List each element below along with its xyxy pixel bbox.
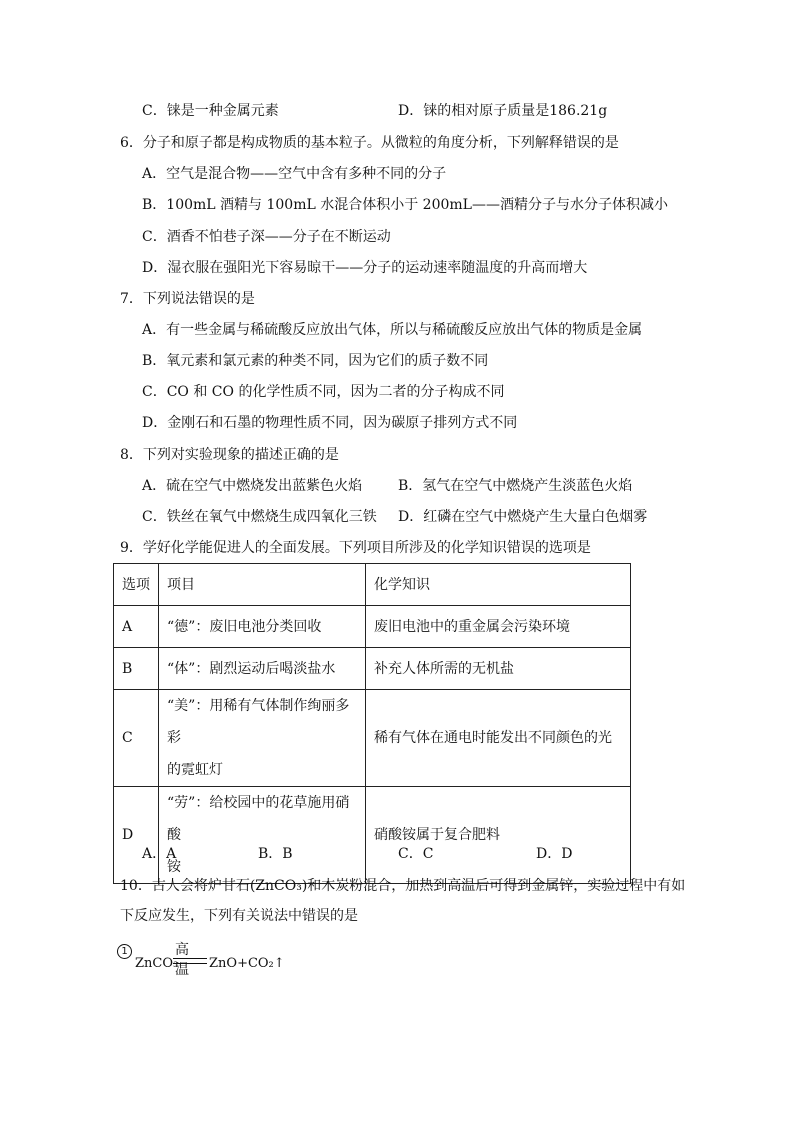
row-knowledge: 废旧电池中的重金属会污染环境: [366, 606, 631, 648]
q6-option-a: A．空气是混合物——空气中含有多种不同的分子: [142, 166, 447, 182]
row-item: “德”：废旧电池分类回收: [159, 606, 366, 648]
q8-option-d: D．红磷在空气中燃烧产生大量白色烟雾: [398, 509, 648, 525]
table-row: [114, 690, 631, 787]
q7-option-b: B．氧元素和氯元素的种类不同，因为它们的质子数不同: [142, 353, 489, 369]
q5-option-d: D．铼的相对原子质量是186.21g: [398, 103, 608, 119]
q6-option-d: D．湿衣服在强阳光下容易晾干——分子的运动速率随温度的升高而增大: [142, 260, 588, 276]
header-item: 项目: [159, 564, 366, 606]
row-item: “体”：剧烈运动后喝淡盐水: [159, 648, 366, 690]
q7-option-c: C．CO 和 CO 的化学性质不同，因为二者的分子构成不同: [142, 384, 505, 400]
q9-table: [113, 563, 631, 884]
row-item-line-2: 的霓虹灯: [167, 762, 223, 778]
q9-answer-b: B．B: [258, 846, 293, 862]
q7-option-d: D．金刚石和石墨的物理性质不同，因为碳原子排列方式不同: [142, 415, 518, 431]
q7-option-a: A．有一些金属与稀硫酸反应放出气体，所以与稀硫酸反应放出气体的物质是金属: [142, 322, 643, 338]
equation-equals-sign: [173, 958, 207, 964]
row-item-line-1: “劳”：给校园中的花草施用硝酸: [167, 795, 350, 843]
q8-option-c: C．铁丝在氧气中燃烧生成四氧化三铁: [142, 509, 377, 525]
q8-option-b: B．氢气在空气中燃烧产生淡蓝色火焰: [398, 478, 633, 494]
q9-answer-a: A．A: [142, 846, 177, 862]
row-knowledge: 稀有气体在通电时能发出不同颜色的光: [366, 690, 631, 787]
q9-answer-c: C．C: [398, 846, 434, 862]
row-option: D: [114, 787, 159, 884]
q6-option-c: C．酒香不怕巷子深——分子在不断运动: [142, 229, 391, 245]
q10-stem-line-2: 下反应发生，下列有关说法中错误的是: [120, 908, 358, 924]
row-item-line-1: “美”：用稀有气体制作绚丽多彩: [167, 698, 350, 746]
q10-stem-line-1: 10．古人会将炉甘石(ZnCO₃)和木炭粉混合，加热到高温后可得到金属锌，实验过程中有如: [120, 878, 686, 894]
circled-number: 1: [117, 944, 132, 959]
q10-equation: [117, 942, 285, 978]
equation-condition: 高温: [175, 942, 189, 978]
row-item-line-2: 铵: [167, 859, 181, 875]
q5-option-c: C．铼是一种金属元素: [142, 103, 279, 119]
row-knowledge: 硝酸铵属于复合肥料: [366, 787, 631, 884]
q9-stem: 9．学好化学能促进人的全面发展。下列项目所涉及的化学知识错误的选项是: [120, 540, 591, 556]
q9-answer-d: D．D: [536, 846, 573, 862]
row-item: [159, 787, 366, 884]
row-option: A: [114, 606, 159, 648]
equation-products: ZnO+CO₂↑: [209, 956, 285, 971]
header-option: 选项: [114, 564, 159, 606]
row-option: B: [114, 648, 159, 690]
q6-option-b: B．100mL 酒精与 100mL 水混合体积小于 200mL——酒精分子与水分子体积减小: [142, 197, 668, 213]
q8-option-a: A．硫在空气中燃烧发出蓝紫色火焰: [142, 478, 363, 494]
q6-stem: 6．分子和原子都是构成物质的基本粒子。从微粒的角度分析，下列解释错误的是: [120, 135, 619, 151]
header-knowledge: 化学知识: [366, 564, 631, 606]
row-knowledge: 补充人体所需的无机盐: [366, 648, 631, 690]
table-header-row: [114, 564, 631, 606]
table-row: [114, 648, 631, 690]
q8-stem: 8．下列对实验现象的描述正确的是: [120, 447, 339, 463]
row-option: C: [114, 690, 159, 787]
table-row: [114, 606, 631, 648]
row-item: [159, 690, 366, 787]
table-row: [114, 787, 631, 884]
q7-stem: 7．下列说法错误的是: [120, 291, 255, 307]
equation-reactant: ZnCO₃: [135, 956, 179, 971]
